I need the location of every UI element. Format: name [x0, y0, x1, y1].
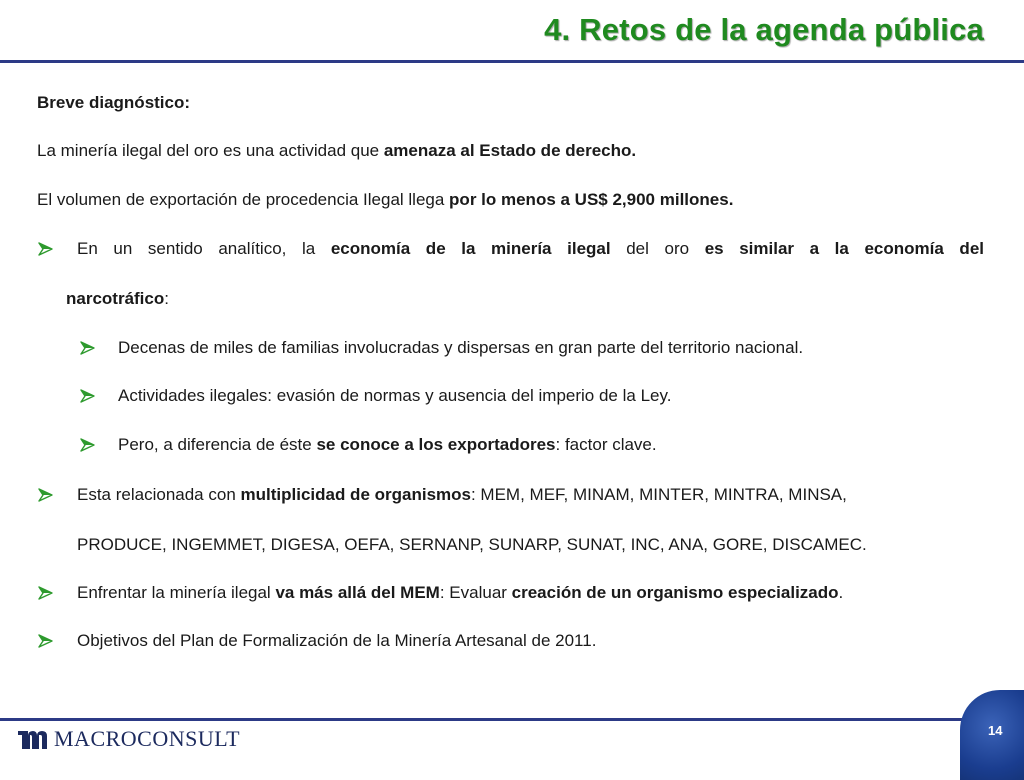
slide-title: 4. Retos de la agenda pública [544, 12, 984, 47]
arrow-bullet-icon [38, 633, 54, 649]
arrow-bullet-icon [80, 340, 96, 356]
footer-logo [18, 726, 240, 752]
sub-bullet-2: Actividades ilegales: evasión de normas y ausencia del imperio de la Ley. [118, 386, 672, 405]
macroconsult-logo-icon [18, 728, 48, 750]
footer-divider [0, 718, 975, 721]
arrow-bullet-icon [80, 437, 96, 453]
bullet-1-line-2: narcotráfico: [66, 289, 169, 308]
sub-bullet-1: Decenas de miles de familias involucradas y dispersas en gran parte del territorio nacional. [118, 338, 804, 357]
page-number: 14 [988, 723, 1003, 738]
title-divider [0, 60, 1024, 63]
arrow-bullet-icon [38, 487, 54, 503]
bullet-2-line-1: Esta relacionada con multiplicidad de organismos: MEM, MEF, MINAM, MINTER, MINTRA, MINSA, [77, 485, 847, 504]
logo-text: MACROCONSULT [54, 726, 241, 751]
paragraph-1: La minería ilegal del oro es una actividad que amenaza al Estado de derecho. [37, 141, 637, 160]
paragraph-2: El volumen de exportación de procedencia Ilegal llega por lo menos a US$ 2,900 millones. [37, 190, 734, 209]
bullet-4: Objetivos del Plan de Formalización de la Minería Artesanal de 2011. [77, 631, 597, 650]
arrow-bullet-icon [38, 241, 54, 257]
arrow-bullet-icon [80, 388, 96, 404]
diagnosis-heading: Breve diagnóstico: [37, 93, 191, 112]
bullet-1-line-1: En un sentido analítico, la economía de la minería ilegal del oro es similar a la economía del [77, 239, 984, 258]
bullet-3: Enfrentar la minería ilegal va más allá del MEM: Evaluar creación de un organismo especializado. [77, 583, 844, 602]
bullet-2-line-2: PRODUCE, INGEMMET, DIGESA, OEFA, SERNANP, SUNARP, SUNAT, INC, ANA, GORE, DISCAMEC. [77, 535, 867, 554]
arrow-bullet-icon [38, 585, 54, 601]
sub-bullet-3: Pero, a diferencia de éste se conoce a los exportadores: factor clave. [118, 435, 657, 454]
